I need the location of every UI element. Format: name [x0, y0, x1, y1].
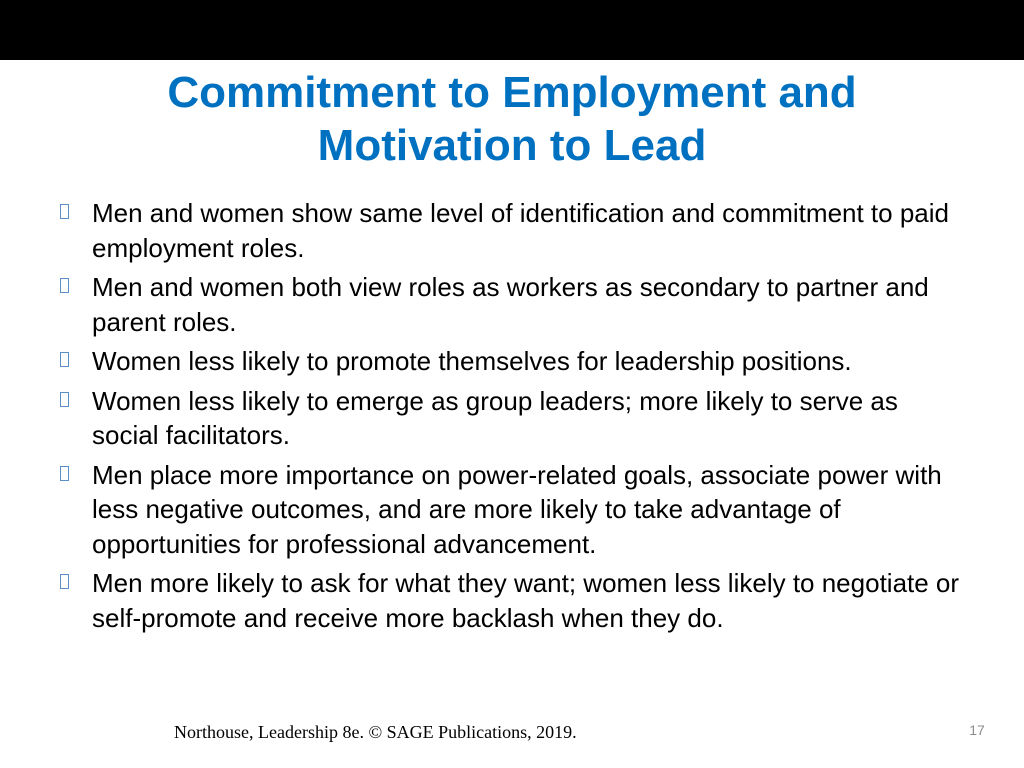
footer-citation: Northouse, Leadership 8e. © SAGE Publications, 2019.	[174, 722, 577, 742]
bullet-square-icon	[60, 392, 69, 407]
bullet-text: Women less likely to promote themselves for leadership positions.	[92, 346, 852, 376]
top-bar	[0, 0, 1024, 60]
slide-title-line-1: Commitment to Employment and	[167, 68, 857, 117]
bullet-item	[60, 458, 970, 562]
slide-title-line-2: Motivation to Lead	[317, 121, 707, 170]
bullet-square-icon	[60, 204, 69, 219]
bullet-square-icon	[60, 466, 69, 481]
bullet-square-icon	[60, 278, 69, 293]
bullet-text: Men place more importance on power-related goals, associate power with less negative outcomes, and are more likely to take advantage of opportunities for professional advancement.	[92, 459, 942, 559]
bullet-item	[60, 196, 970, 265]
page-number: 17	[969, 722, 985, 738]
bullet-text: Men more likely to ask for what they want; women less likely to negotiate or self-promote and receive more backlash when they do.	[92, 568, 960, 633]
bullet-text: Women less likely to emerge as group leaders; more likely to serve as social facilitators.	[92, 385, 898, 450]
bullet-item	[60, 270, 970, 339]
slide-title	[0, 66, 1024, 172]
bullet-item	[60, 384, 970, 453]
bullet-list	[60, 196, 970, 640]
bullet-text: Men and women show same level of identification and commitment to paid employment roles.	[92, 198, 949, 263]
bullet-square-icon	[60, 352, 69, 367]
bullet-square-icon	[60, 574, 69, 589]
bullet-item	[60, 566, 970, 635]
bullet-text: Men and women both view roles as workers as secondary to partner and parent roles.	[92, 272, 929, 337]
bullet-item	[60, 344, 970, 379]
